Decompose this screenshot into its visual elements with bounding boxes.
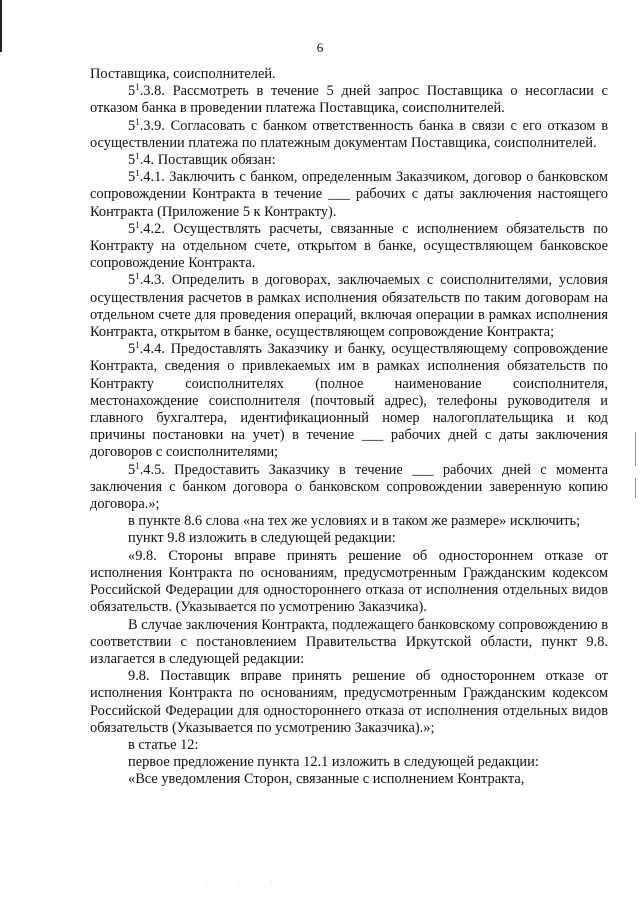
paragraph xyxy=(90,152,608,169)
paragraph-text: в пункте 8.6 слова «на тех же условиях и в таком же размере» исключить; xyxy=(128,513,581,530)
scan-mark xyxy=(635,432,636,466)
paragraph xyxy=(90,221,608,273)
paragraph-text: .4.2. Осуществлять расчеты, связанные с исполнением обязательств по Контракту на отдельном счете, открытом в банке, осуществляющем банковское сопровождение Контракта. xyxy=(90,220,608,272)
clause-number-superscript: 1 xyxy=(135,151,140,162)
paragraph-text: .4.1. Заключить с банком, определенным Заказчиком, договор о банковском сопровождении Контракта в течение ___ рабочих с даты заключения настоящего Контракта (Приложение 5 к Контракту). xyxy=(90,169,608,220)
clause-number-superscript: 1 xyxy=(135,460,140,471)
paragraph-text: .3.8. Рассмотреть в течение 5 дней запрос Поставщика о несогласии с отказом банка в проведении платежа Поставщика, соисполнителей. xyxy=(90,83,608,117)
paragraph xyxy=(90,617,608,669)
paragraph-text: .4.4. Предоставлять Заказчику и банку, осуществляющему сопровождение Контракта, сведения о привлекаемых им в рамках исполнения обязательств по Контракту соисполнителях (полное наименование соисполнителя, местонахождение соисполнителя (почтовый адрес), телефоны руководителя и главного бухгалтера, идентификационный номер налогоплательщика и код причины постановки на учет) в течение ___ рабочих дней с даты заключения договоров с соисполнителями; xyxy=(90,341,608,461)
paragraph xyxy=(90,737,608,754)
paragraph-text: «Все уведомления Сторон, связанные с исполнением Контракта, xyxy=(128,771,525,788)
paragraph-text: первое предложение пункта 12.1 изложить в следующей редакции: xyxy=(128,754,539,771)
clause-number-superscript: 1 xyxy=(135,168,140,179)
paragraph xyxy=(90,530,608,547)
paragraph xyxy=(90,513,608,530)
paragraph-text: .4. Поставщик обязан: xyxy=(139,152,276,169)
paragraph xyxy=(90,754,608,771)
paragraph-text: 9.8. Поставщик вправе принять решение об одностороннем отказе от исполнения Контракта по основаниям, предусмотренным Гражданским кодексом Российской Федерации для одностороннего отказа от исполнения отдельных видов обязательств (Указывается по усмотрению Заказчика).»; xyxy=(90,668,608,736)
scan-noise: · · · xyxy=(205,878,287,887)
paragraph-text: в статье 12: xyxy=(128,736,199,753)
clause-number-prefix: 5 xyxy=(128,220,136,237)
clause-number-prefix: 5 xyxy=(128,272,136,289)
clause-number-superscript: 1 xyxy=(135,116,140,127)
clause-number-prefix: 5 xyxy=(128,117,136,134)
paragraph xyxy=(90,341,608,461)
paragraph-text: «9.8. Стороны вправе принять решение об одностороннем отказе от исполнения Контракта по основаниям, предусмотренным Гражданским кодексом Российской Федерации для одностороннего отказа от исполнения отдельных видов обязательств. (Указывается по усмотрению Заказчика). xyxy=(90,547,608,616)
paragraph xyxy=(90,169,608,221)
paragraph-text: .4.3. Определить в договорах, заключаемых с соисполнителями, условия осуществления расчетов в рамках исполнения обязательств по таким договорам на отдельном счете для проведения операций, включая операции в рамках исполнения Контракта, открытом в банке, осуществляющем сопровождение Контракта; xyxy=(90,272,608,341)
clause-number-prefix: 5 xyxy=(128,169,136,186)
clause-number-superscript: 1 xyxy=(135,340,140,351)
paragraph xyxy=(90,668,608,737)
document-body xyxy=(90,66,608,789)
paragraph xyxy=(90,462,608,514)
paragraph-text: .4.5. Предоставить Заказчику в течение ___ рабочих дней с момента заключения с банком договора о банковском сопровождении заверенную копию договора.»; xyxy=(90,461,608,513)
paragraph xyxy=(90,771,608,788)
clause-number-superscript: 1 xyxy=(135,219,140,230)
page-number: 6 xyxy=(316,40,324,55)
paragraph-text: В случае заключения Контракта, подлежащего банковскому сопровождению в соответствии с постановлением Правительства Иркутской области, пункт 9.8. излагается в следующей редакции: xyxy=(90,616,608,667)
paragraph-text: Поставщика, соисполнителей. xyxy=(90,66,276,82)
clause-number-superscript: 1 xyxy=(135,82,140,93)
clause-number-superscript: 1 xyxy=(135,271,140,282)
paragraph xyxy=(90,83,608,117)
clause-number-prefix: 5 xyxy=(128,341,136,358)
scan-mark xyxy=(635,478,636,498)
paragraph xyxy=(90,272,608,341)
paragraph xyxy=(90,548,608,617)
paragraph-text: пункт 9.8 изложить в следующей редакции: xyxy=(128,530,396,547)
clause-number-prefix: 5 xyxy=(128,461,136,478)
paragraph-text: .3.9. Согласовать с банком ответственность банка в связи с его отказом в осуществлении платежа по платежным документам Поставщика, соисполнителей. xyxy=(90,117,608,151)
clause-number-prefix: 5 xyxy=(128,83,136,100)
clause-number-prefix: 5 xyxy=(128,152,136,169)
paragraph xyxy=(90,118,608,152)
paragraph xyxy=(90,66,608,83)
